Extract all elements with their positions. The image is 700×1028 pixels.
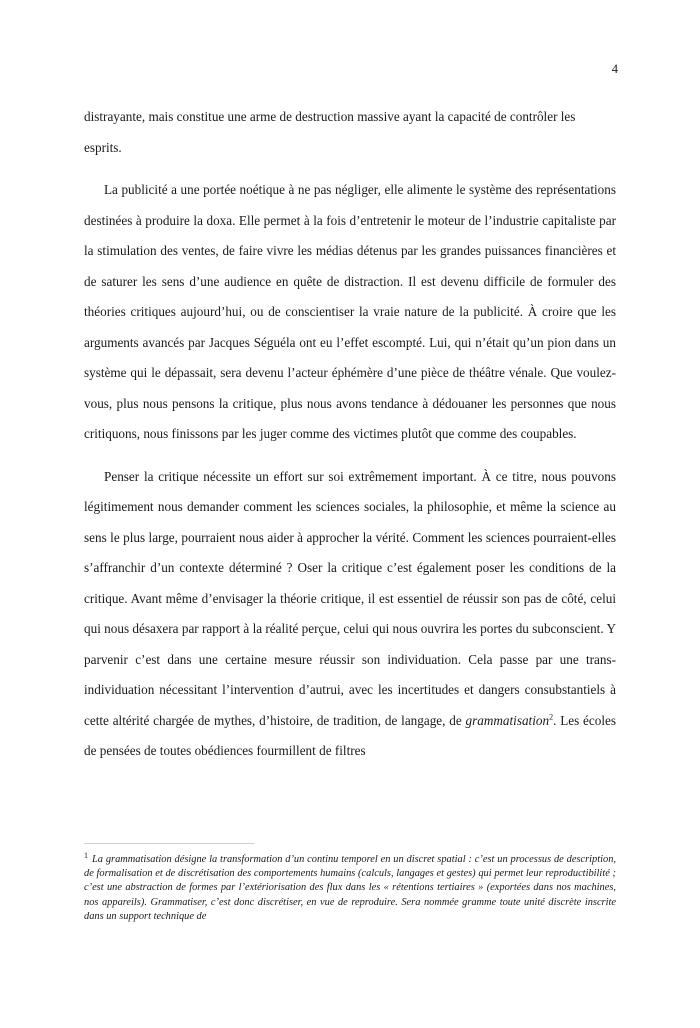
paragraph-continuation: distrayante, mais constitue une arme de destruction massive ayant la capacité de contrôler les esprits. (84, 109, 576, 155)
footnote-divider (84, 843, 254, 844)
body-text (84, 102, 616, 767)
footnote-reference[interactable]: 2 (549, 712, 554, 722)
footnote (84, 850, 616, 924)
page-number: 4 (611, 62, 618, 76)
footnote-text: La grammatisation désigne la transformation d’un continu temporel en un discret spatial : c’est un processus de description, de formalisation et de discrétisation des comportements humains (calculs, langages et gestes) qui permet leur reproductibilité ; c’est une abstraction de formes par l’extériorisation des flux dans les « rétentions tertiaires » (exportées dans nos machines, nos appareils). Grammatiser, c’est donc discrétiser, en vue de reproduire. Sera nommée gramme toute unité discrète inscrite dans un support technique de (84, 854, 616, 922)
footnote-number: 1 (84, 850, 88, 860)
paragraph-critique-text: Penser la critique nécessite un effort sur soi extrêmement important. À ce titre, nous pouvons légitimement nous demander comment les sciences sociales, la philosophie, et même la science au sens le plus large, pourraient nous aider à approcher la vérité. Comment les sciences pourraient-elles s’affranchir d’un contexte déterminé ? Oser la critique c’est également poser les conditions de la critique. Avant même d’envisager la théorie critique, il est essentiel de réussir son pas de côté, celui qui nous désaxera par rapport à la réalité perçue, celui qui nous ouvrira les portes du subconscient. Y parvenir c’est dans une certaine mesure réussir son individuation. Cela passe par une trans-individuation nécessitant l’intervention d’autrui, avec les incertitudes et dangers consubstantiels à cette altérité chargée de mythes, d’histoire, de tradition, de langage, de (84, 468, 616, 728)
grammatisation-term: grammatisation (465, 712, 550, 728)
paragraph-publicity: La publicité a une portée noétique à ne pas négliger, elle alimente le système des représentations destinées à produire la doxa. Elle permet à la fois d’entretenir le moteur de l’industrie capitaliste par la stimulation des ventes, de faire vivre les médias détenus par les grandes puissances financières et de saturer les sens d’une audience en quête de distraction. Il est devenu difficile de formuler des théories critiques aujourd’hui, ou de conscientiser la vraie nature de la publicité. À croire que les arguments avancés par Jacques Séguéla ont eu l’effet escompté. Lui, qui n’était qu’un pion dans un système qui le dépassait, sera devenu l’acteur éphémère d’une pièce de théâtre vénale. Que voulez-vous, plus nous pensons la critique, plus nous avons tendance à dédouaner les personnes que nous critiquons, nous finissons par les juger comme des victimes plutôt que comme des coupables. (84, 182, 616, 441)
paragraph-critique (84, 462, 616, 767)
paragraph-critique-tail: . Les écoles de pensées de toutes obédiences fourmillent de filtres (84, 712, 616, 758)
